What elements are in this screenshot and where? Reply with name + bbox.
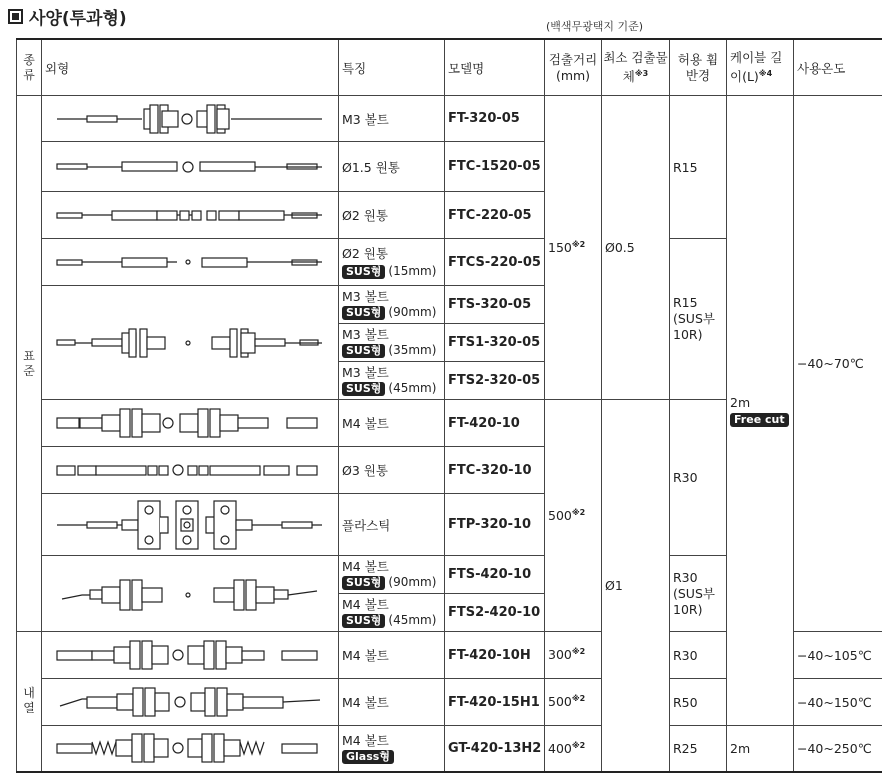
distance-cell: 500$^{※2}$ — [545, 679, 602, 726]
bend-radius-cell: R30 (SUS부 10R) — [670, 556, 727, 632]
sensor-cylinder-drawing — [42, 143, 339, 191]
sensor-m4-heat-drawing — [42, 680, 339, 725]
bend-radius-cell: R30 — [670, 400, 727, 556]
sensor-image — [42, 679, 339, 726]
feature-cell: M4 볼트 — [339, 400, 445, 447]
model-name: FTS-420-10 — [445, 556, 545, 594]
min-object-cell: Ø0.5 — [602, 96, 670, 400]
header-shape: 외형 — [42, 39, 339, 96]
model-name: FTC-320-10 — [445, 447, 545, 494]
category-standard: 표준 — [17, 96, 42, 632]
model-name: FT-320-05 — [445, 96, 545, 142]
model-name: FTP-320-10 — [445, 494, 545, 556]
model-name: FTS2-320-05 — [445, 362, 545, 400]
bend-radius-cell: R50 — [670, 679, 727, 726]
category-heat: 내열 — [17, 632, 42, 772]
distance-cell: 400$^{※2}$ — [545, 726, 602, 772]
spec-table — [16, 38, 882, 773]
table-row — [17, 726, 882, 772]
sensor-image — [42, 556, 339, 632]
feature-cell: Ø3 원통 — [339, 447, 445, 494]
bend-radius-cell: R25 — [670, 726, 727, 772]
model-name: FTS-320-05 — [445, 286, 545, 324]
sensor-cylinder-drawing — [42, 448, 339, 493]
cable-length-cell: 2m Free cut — [727, 96, 794, 726]
header-model: 모델명 — [445, 39, 545, 96]
header-cable-length: 케이블 길이$(L)^{※4}$ — [727, 39, 794, 96]
feature-cell: M3 볼트 SUS형 (35mm) — [339, 324, 445, 362]
sensor-image — [42, 447, 339, 494]
sensor-m4-bolt-drawing — [42, 401, 339, 446]
temp-cell: −40~105℃ — [794, 632, 882, 679]
sensor-image — [42, 494, 339, 556]
feature-cell: M3 볼트 — [339, 96, 445, 142]
model-name: FT-420-10 — [445, 400, 545, 447]
model-name: FT-420-15H1 — [445, 679, 545, 726]
glass-badge: Glass형 — [342, 750, 394, 764]
header-row — [17, 39, 882, 96]
sensor-image — [42, 192, 339, 239]
feature-cell: 플라스틱 — [339, 494, 445, 556]
distance-cell: 150$^{※2}$ — [545, 96, 602, 400]
sus-badge: SUS형 — [342, 306, 385, 320]
bend-radius-cell: R15 — [670, 96, 727, 239]
sensor-image — [42, 239, 339, 286]
feature-cell: M4 볼트 SUS형 (90mm) — [339, 556, 445, 594]
bend-radius-cell: R15 (SUS부 10R) — [670, 239, 727, 400]
temp-cell: −40~70℃ — [794, 96, 882, 632]
header-distance: 검출거리 (mm) — [545, 39, 602, 96]
sensor-image — [42, 142, 339, 192]
feature-cell: M4 볼트 — [339, 632, 445, 679]
sensor-sus-m4-drawing — [42, 557, 339, 631]
header-min-object: 최소 검출물체$^{※3}$ — [602, 39, 670, 96]
header-feature: 특징 — [339, 39, 445, 96]
sensor-image — [42, 286, 339, 400]
feature-cell: Ø2 원통 SUS형 (15mm) — [339, 239, 445, 286]
feature-cell: M3 볼트 SUS형 (45mm) — [339, 362, 445, 400]
cable-length-cell: 2m — [727, 726, 794, 772]
sus-badge: SUS형 — [342, 344, 385, 358]
sensor-cylinder-drawing — [42, 240, 339, 285]
sus-badge: SUS형 — [342, 382, 385, 396]
sus-badge: SUS형 — [342, 576, 385, 590]
sensor-m3-bolt-drawing — [42, 97, 339, 141]
model-name: FTC-220-05 — [445, 192, 545, 239]
feature-cell: M3 볼트 SUS형 (90mm) — [339, 286, 445, 324]
temp-cell: −40~150℃ — [794, 679, 882, 726]
sensor-m4-heat-drawing — [42, 633, 339, 678]
sensor-glass-drawing — [42, 726, 339, 770]
header-temp: 사용온도 — [794, 39, 882, 96]
sensor-image — [42, 96, 339, 142]
sensor-cylinder-drawing — [42, 193, 339, 238]
header-type: 종류 — [17, 39, 42, 96]
sensor-plastic-drawing — [42, 495, 339, 555]
feature-cell: M4 볼트 — [339, 679, 445, 726]
model-name: FTC-1520-05 — [445, 142, 545, 192]
section-title: 사양(투과형) — [8, 4, 127, 29]
model-name: FTS1-320-05 — [445, 324, 545, 362]
feature-cell: Ø2 원통 — [339, 192, 445, 239]
header-bend-radius: 허용 휨 반경 — [670, 39, 727, 96]
measurement-note: (백색무광택지 기준) — [546, 18, 643, 34]
temp-cell: −40~250℃ — [794, 726, 882, 772]
model-name: FTS2-420-10 — [445, 594, 545, 632]
free-cut-badge: Free cut — [730, 413, 789, 427]
feature-cell: Ø1.5 원통 — [339, 142, 445, 192]
sensor-sus-bolt-drawing — [42, 288, 339, 398]
sensor-image — [42, 726, 339, 772]
model-name: FT-420-10H — [445, 632, 545, 679]
model-name: GT-420-13H2 — [445, 726, 545, 772]
sensor-image — [42, 632, 339, 679]
sus-badge: SUS형 — [342, 614, 385, 628]
distance-cell: 300$^{※2}$ — [545, 632, 602, 679]
feature-cell: M4 볼트 Glass형 — [339, 726, 445, 772]
model-name: FTCS-220-05 — [445, 239, 545, 286]
sus-badge: SUS형 — [342, 265, 385, 279]
bend-radius-cell: R30 — [670, 632, 727, 679]
feature-cell: M4 볼트 SUS형 (45mm) — [339, 594, 445, 632]
table-row — [17, 96, 882, 142]
square-bullet-icon — [8, 9, 23, 24]
min-object-cell: Ø1 — [602, 400, 670, 772]
sensor-image — [42, 400, 339, 447]
distance-cell: 500$^{※2}$ — [545, 400, 602, 632]
